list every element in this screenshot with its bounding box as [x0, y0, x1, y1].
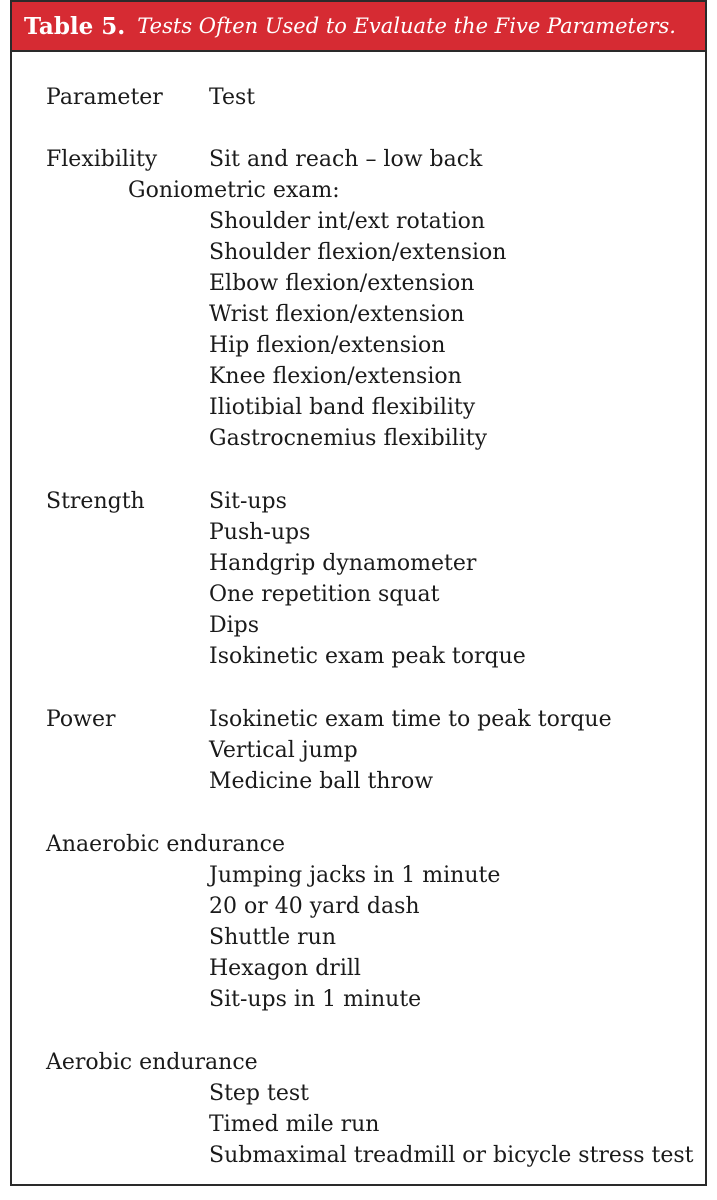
test-item: Vertical jump — [209, 738, 358, 763]
test-item: Elbow flexion/extension — [209, 271, 475, 296]
test-item: Hexagon drill — [209, 956, 361, 981]
test-item: Sit and reach – low back — [209, 147, 483, 172]
test-item: Jumping jacks in 1 minute — [209, 863, 501, 888]
subheading-goniometric: Goniometric exam: — [128, 178, 340, 203]
table-body — [12, 52, 705, 1184]
table-title: Tests Often Used to Evaluate the Five Parameters. — [137, 14, 676, 38]
test-item: Step test — [209, 1081, 309, 1106]
test-item: Shoulder int/ext rotation — [209, 209, 486, 234]
test-item: Sit-ups — [209, 489, 287, 514]
test-item: 20 or 40 yard dash — [209, 894, 420, 919]
table-title-bar — [12, 2, 705, 52]
parameter-power: Power — [46, 707, 116, 732]
test-item: Iliotibial band flexibility — [209, 395, 476, 420]
parameter-anaerobic-endurance: Anaerobic endurance — [46, 832, 285, 857]
parameter-flexibility: Flexibility — [46, 147, 158, 172]
test-item: One repetition squat — [209, 582, 440, 607]
test-item: Gastrocnemius flexibility — [209, 426, 488, 451]
test-item: Knee flexion/extension — [209, 364, 462, 389]
test-item: Push-ups — [209, 520, 311, 545]
test-item: Wrist flexion/extension — [209, 302, 465, 327]
test-item: Timed mile run — [209, 1112, 380, 1137]
table-label: Table 5. — [24, 12, 126, 40]
test-item: Shoulder flexion/extension — [209, 240, 507, 265]
column-header-test: Test — [209, 85, 256, 110]
test-item: Isokinetic exam time to peak torque — [209, 707, 612, 732]
parameter-aerobic-endurance: Aerobic endurance — [46, 1050, 258, 1075]
parameter-strength: Strength — [46, 489, 145, 514]
table-frame — [10, 0, 707, 1186]
test-item: Hip flexion/extension — [209, 333, 446, 358]
test-item: Submaximal treadmill or bicycle stress test — [209, 1143, 694, 1168]
test-item: Shuttle run — [209, 925, 336, 950]
test-item: Medicine ball throw — [209, 769, 434, 794]
column-header-parameter: Parameter — [46, 85, 163, 110]
test-item: Dips — [209, 613, 260, 638]
test-item: Sit-ups in 1 minute — [209, 987, 422, 1012]
test-item: Isokinetic exam peak torque — [209, 644, 526, 669]
test-item: Handgrip dynamometer — [209, 551, 477, 576]
